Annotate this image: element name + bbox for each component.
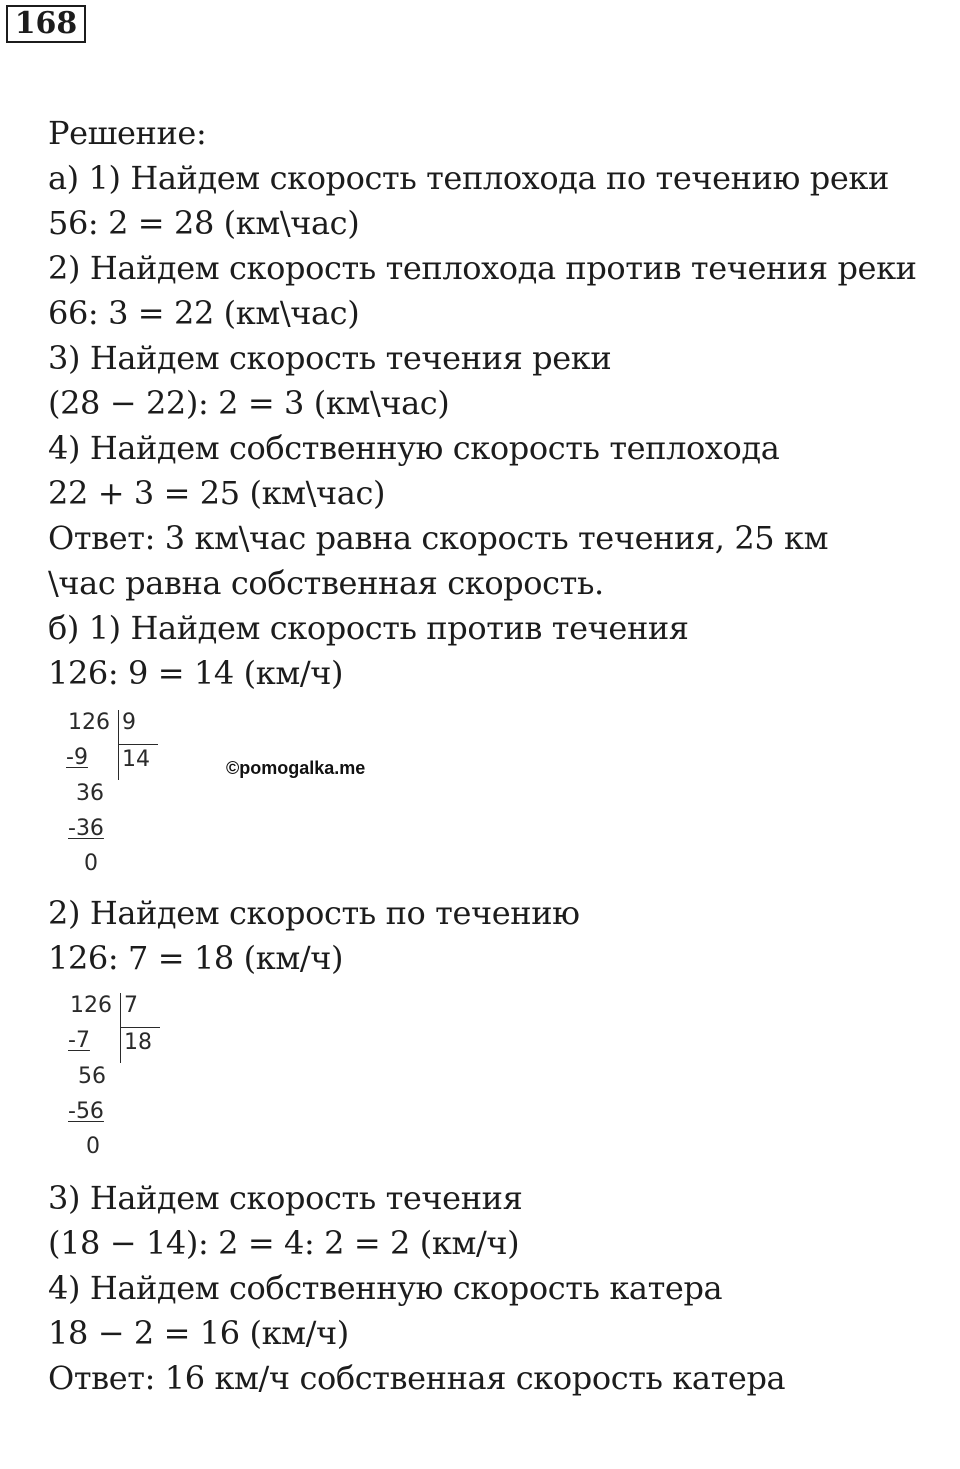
division-subtrahend: -9 [66,745,88,770]
division-divisor: 7 [124,993,138,1018]
division-remainder: 0 [84,851,98,876]
solution-line: 18 − 2 = 16 (км/ч) [48,1314,349,1352]
solution-heading: Решение: [48,114,207,152]
division-vertical-bar [120,993,121,1063]
solution-line: 4) Найдем собственную скорость теплохода [48,429,780,467]
solution-line: (18 − 14): 2 = 4: 2 = 2 (км/ч) [48,1224,520,1262]
long-division-126-by-9 [66,710,176,880]
division-subtrahend: -56 [68,1099,104,1124]
division-remainder: 36 [76,781,104,806]
solution-line: а) 1) Найдем скорость теплохода по течению реки [48,159,889,197]
problem-number: 168 [6,5,86,43]
division-horizontal-bar [120,1027,160,1028]
answer-line: Ответ: 16 км/ч собственная скорость катера [48,1359,786,1397]
solution-line: (28 − 22): 2 = 3 (км\час) [48,384,450,422]
division-subtrahend: -7 [68,1028,90,1053]
solution-line: 2) Найдем скорость теплохода против течения реки [48,249,917,287]
division-quotient: 14 [122,747,150,772]
solution-line: 2) Найдем скорость по течению [48,894,580,932]
solution-line: 66: 3 = 22 (км\час) [48,294,360,332]
solution-line: 3) Найдем скорость течения [48,1179,523,1217]
solution-line: 3) Найдем скорость течения реки [48,339,612,377]
answer-line: Ответ: 3 км\час равна скорость течения, 25 км [48,519,829,557]
long-division-126-by-7 [66,993,176,1163]
division-dividend: 126 [68,710,110,735]
solution-line: 22 + 3 = 25 (км\час) [48,474,386,512]
solution-line: 4) Найдем собственную скорость катера [48,1269,723,1307]
solution-line: б) 1) Найдем скорость против течения [48,609,689,647]
division-dividend: 126 [70,993,112,1018]
division-horizontal-bar [118,744,158,745]
division-subtrahend: -36 [68,816,104,841]
division-quotient: 18 [124,1030,152,1055]
division-divisor: 9 [122,710,136,735]
answer-line: \час равна собственная скорость. [48,564,604,602]
watermark: ©pomogalka.me [226,758,366,778]
division-vertical-bar [118,710,119,780]
division-remainder: 56 [78,1064,106,1089]
solution-line: 126: 9 = 14 (км/ч) [48,654,344,692]
solution-line: 56: 2 = 28 (км\час) [48,204,360,242]
division-remainder: 0 [86,1134,100,1159]
solution-line: 126: 7 = 18 (км/ч) [48,939,344,977]
